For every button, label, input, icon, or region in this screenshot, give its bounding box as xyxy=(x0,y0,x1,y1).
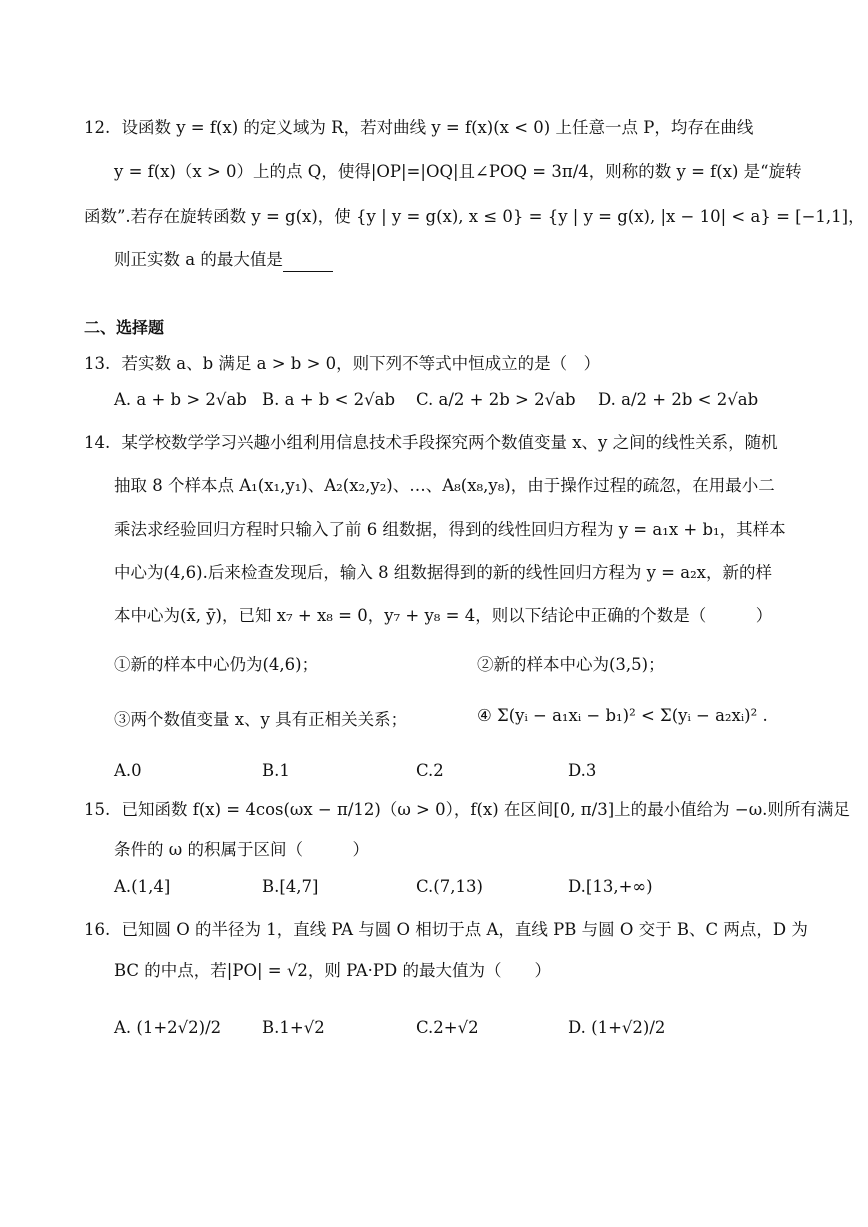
question-text: 已知圆 O 的半径为 1，直线 PA 与圆 O 相切于点 A，直线 PB 与圆 O 交于 B、C 两点，D 为 xyxy=(121,920,808,939)
question-text: 抽取 8 个样本点 A₁(x₁,y₁)、A₂(x₂,y₂)、…、A₈(x₈,y₈)，由于操作过程的疏忽，在用最小二 xyxy=(114,476,775,495)
question-number: 15. xyxy=(84,800,111,819)
option-b[interactable]: B. a + b < 2√ab xyxy=(262,390,396,409)
question-text: 中心为(4,6).后来检查发现后，输入 8 组数据得到的新的线性回归方程为 y = a₂x，新的样 xyxy=(114,563,772,582)
question-number: 16. xyxy=(84,920,111,939)
question-text: 函数”.若存在旋转函数 y = g(x)，使 {y | y = g(x), x ≤ 0} = {y | y = g(x), |x − 10| < a} = [−1,1]， xyxy=(84,207,865,226)
statement-1: ①新的样本中心仍为(4,6)； xyxy=(114,655,319,674)
option-d[interactable]: D.[13,+∞) xyxy=(568,877,653,896)
option-b[interactable]: B.[4,7] xyxy=(262,877,319,896)
statement-3: ③两个数值变量 x、y 具有正相关关系； xyxy=(114,710,408,729)
question-text: 乘法求经验回归方程时只输入了前 6 组数据，得到的线性回归方程为 y = a₁x + b₁，其样本 xyxy=(114,520,786,539)
option-a[interactable]: A. a + b > 2√ab xyxy=(114,390,247,409)
statement-4: ④ Σ(yᵢ − a₁xᵢ − b₁)² < Σ(yᵢ − a₂xᵢ)² . xyxy=(477,706,768,725)
question-number: 13. xyxy=(84,354,111,373)
option-a[interactable]: A.(1,4] xyxy=(114,877,171,896)
option-b[interactable]: B.1+√2 xyxy=(262,1018,325,1037)
question-text: 条件的 ω 的积属于区间（ ） xyxy=(114,840,369,859)
option-c[interactable]: C.(7,13) xyxy=(416,877,483,896)
statement-2: ②新的样本中心为(3,5)； xyxy=(477,655,665,674)
question-text: 本中心为(x̄, ȳ)，已知 x₇ + x₈ = 0，y₇ + y₈ = 4，则以下结论中正确的个数是（ ） xyxy=(114,606,773,625)
question-number: 14. xyxy=(84,433,111,452)
question-text: 若实数 a、b 满足 a > b > 0，则下列不等式中恒成立的是（ ） xyxy=(121,354,601,373)
option-c[interactable]: C.2 xyxy=(416,761,444,780)
question-text: 已知函数 f(x) = 4cos(ωx − π/12)（ω > 0），f(x) 在区间[0, π/3]上的最小值给为 −ω.则所有满足 xyxy=(121,800,850,819)
section-heading: 二、选择题 xyxy=(84,318,165,337)
question-text: y = f(x)（x > 0）上的点 Q，使得|OP|=|OQ|且∠POQ = 3π/4，则称的数 y = f(x) 是“旋转 xyxy=(114,162,802,181)
option-a[interactable]: A.0 xyxy=(114,761,142,780)
option-d[interactable]: D. (1+√2)/2 xyxy=(568,1018,666,1037)
question-text: BC 的中点，若|PO| = √2，则 PA·PD 的最大值为（ ） xyxy=(114,961,551,980)
question-text: 某学校数学学习兴趣小组利用信息技术手段探究两个数值变量 x、y 之间的线性关系，随机 xyxy=(121,433,778,452)
option-c[interactable]: C. a/2 + 2b > 2√ab xyxy=(416,390,576,409)
question-text: 设函数 y = f(x) 的定义域为 R，若对曲线 y = f(x)(x < 0) 上任意一点 P，均存在曲线 xyxy=(121,118,754,137)
option-d[interactable]: D. a/2 + 2b < 2√ab xyxy=(598,390,759,409)
option-b[interactable]: B.1 xyxy=(262,761,290,780)
option-d[interactable]: D.3 xyxy=(568,761,597,780)
question-text: 则正实数 a 的最大值是 xyxy=(114,250,283,269)
option-a[interactable]: A. (1+2√2)/2 xyxy=(114,1018,222,1037)
option-c[interactable]: C.2+√2 xyxy=(416,1018,479,1037)
answer-blank[interactable] xyxy=(283,253,333,272)
question-number: 12. xyxy=(84,118,111,137)
